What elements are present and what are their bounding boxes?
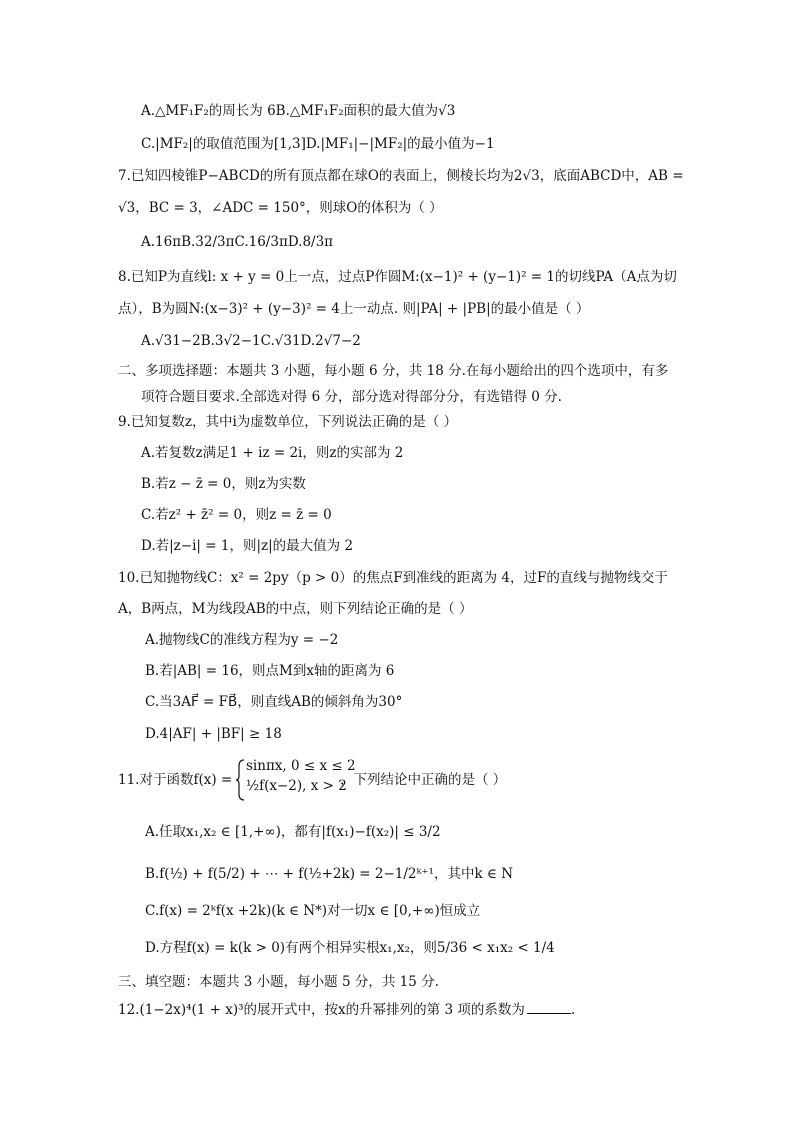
q11-option-a: A.任取x₁,x₂ ∈ [1,+∞)，都有|f(x₁)−f(x₂)| ≤ 3/2 <box>145 824 441 840</box>
q9-option-d: D.若|z−i| = 1，则|z|的最大值为 2 <box>141 538 354 554</box>
q10-option-b: B.若|AB| = 16，则点M到x轴的距离为 6 <box>145 663 395 679</box>
q7-options: A.16πB.32/3πC.16/3πD.8/3π <box>141 234 334 250</box>
q11-case-2: ½f(x−2), x > 2 <box>246 778 347 794</box>
q6-options-cd: C.|MF₂|的取值范围为[1,3]D.|MF₁|−|MF₂|的最小值为−1 <box>141 136 495 152</box>
q8-options: A.√31−2B.3√2−1C.√31D.2√7−2 <box>141 333 361 349</box>
q7-stem-line1: 7.已知四棱锥P−ABCD的所有顶点都在球O的表面上，侧棱长均为2√3，底面ABCD中，AB = <box>118 168 684 184</box>
q12-end: . <box>570 1002 576 1018</box>
q7-stem-line2: √3，BC = 3，∠ADC = 150°，则球O的体积为（ ） <box>118 200 443 216</box>
q10-stem-line2: A，B两点，M为线段AB的中点，则下列结论正确的是（ ） <box>118 601 473 617</box>
q11-option-d: D.方程f(x) = k(k > 0)有两个相异实根x₁,x₂，则5/36 < x₁x₂ < 1/4 <box>145 940 555 956</box>
q9-stem: 9.已知复数z，其中i为虚数单位，下列说法正确的是（ ） <box>118 414 458 430</box>
q10-stem-line1: 10.已知抛物线C：x² = 2py（p > 0）的焦点F到准线的距离为 4，过F的直线与抛物线交于 <box>118 570 668 586</box>
answer-blank[interactable] <box>527 1001 571 1014</box>
section2-heading-line2: 项符合题目要求.全部选对得 6 分，部分选对得部分分，有选错得 0 分. <box>141 389 562 405</box>
q12-stem <box>118 1000 575 1020</box>
q12-text: 12.(1−2x)⁴(1 + x)³的展开式中，按x的升幂排列的第 3 项的系数为 <box>118 1002 525 1018</box>
q11-case-1: sinπx, 0 ≤ x ≤ 2 <box>246 758 356 774</box>
q9-option-c: C.若z² + z̄² = 0，则z = z̄ = 0 <box>141 507 332 523</box>
q10-option-c: C.当3AF⃗ = FB⃗，则直线AB的倾斜角为30° <box>145 694 403 710</box>
q6-options-ab: A.△MF₁F₂的周长为 6B.△MF₁F₂面积的最大值为√3 <box>141 103 456 119</box>
q8-stem-line1: 8.已知P为直线l: x + y = 0上一点，过点P作圆M:(x−1)² + (y−1)² = 1的切线PA（A点为切 <box>118 269 677 285</box>
q9-option-a: A.若复数z满足1 + iz = 2i，则z的实部为 2 <box>141 445 404 461</box>
section2-heading-line1: 二、多项选择题：本题共 3 小题，每小题 6 分，共 18 分.在每小题给出的四个选项中，有多 <box>118 363 669 379</box>
brace-icon <box>236 758 246 802</box>
q11-stem-prefix: 11.对于函数f(x) = <box>118 772 233 788</box>
q11-option-c: C.f(x) = 2ᵏf(x +2k)(k ∈ N*)对一切x ∈ [0,+∞)恒成立 <box>145 903 481 919</box>
section3-heading: 三、填空题：本题共 3 小题，每小题 5 分，共 15 分. <box>118 974 439 990</box>
q11-stem-suffix: ，下列结论中正确的是（ ） <box>340 772 507 788</box>
q10-option-d: D.4|AF| + |BF| ≥ 18 <box>145 726 282 742</box>
q10-option-a: A.抛物线C的准线方程为y = −2 <box>145 632 339 648</box>
q8-stem-line2: 点），B为圆N:(x−3)² + (y−3)² = 4上一动点. 则|PA| + |PB|的最小值是（ ） <box>118 301 590 317</box>
q11-option-b: B.f(½) + f(5/2) + ⋯ + f(½+2k) = 2−1/2ᵏ⁺¹，其中k ∈ N <box>145 866 514 882</box>
q9-option-b: B.若z − z̄ = 0，则z为实数 <box>141 476 306 492</box>
